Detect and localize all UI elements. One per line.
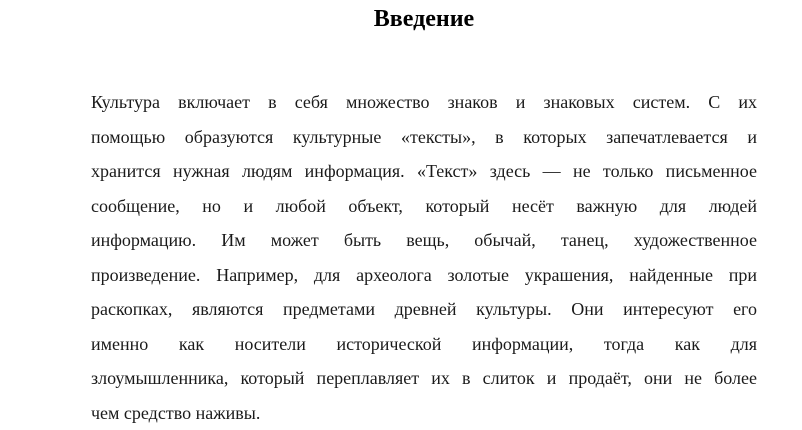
page-title: Введение xyxy=(0,4,802,34)
paragraph-line-last: чем средство наживы. xyxy=(91,396,757,430)
paragraph-line: хранится нужная людям информация. «Текст» здесь — не только письменное xyxy=(91,154,757,189)
paragraph-line: Культура включает в себя множество знаков и знаковых систем. С их xyxy=(91,85,757,120)
paragraph-line: злоумышленника, который переплавляет их в слиток и продаёт, они не более xyxy=(91,361,757,396)
paragraph-line: произведение. Например, для археолога золотые украшения, найденные при xyxy=(91,258,757,293)
body-paragraph xyxy=(91,85,757,430)
paragraph-line: помощью образуются культурные «тексты», в которых запечатлевается и xyxy=(91,120,757,155)
paragraph-line: информацию. Им может быть вещь, обычай, танец, художественное xyxy=(91,223,757,258)
paragraph-line: именно как носители исторической информации, тогда как для xyxy=(91,327,757,362)
paragraph-line: сообщение, но и любой объект, который несёт важную для людей xyxy=(91,189,757,224)
paragraph-line: раскопках, являются предметами древней культуры. Они интересуют его xyxy=(91,292,757,327)
